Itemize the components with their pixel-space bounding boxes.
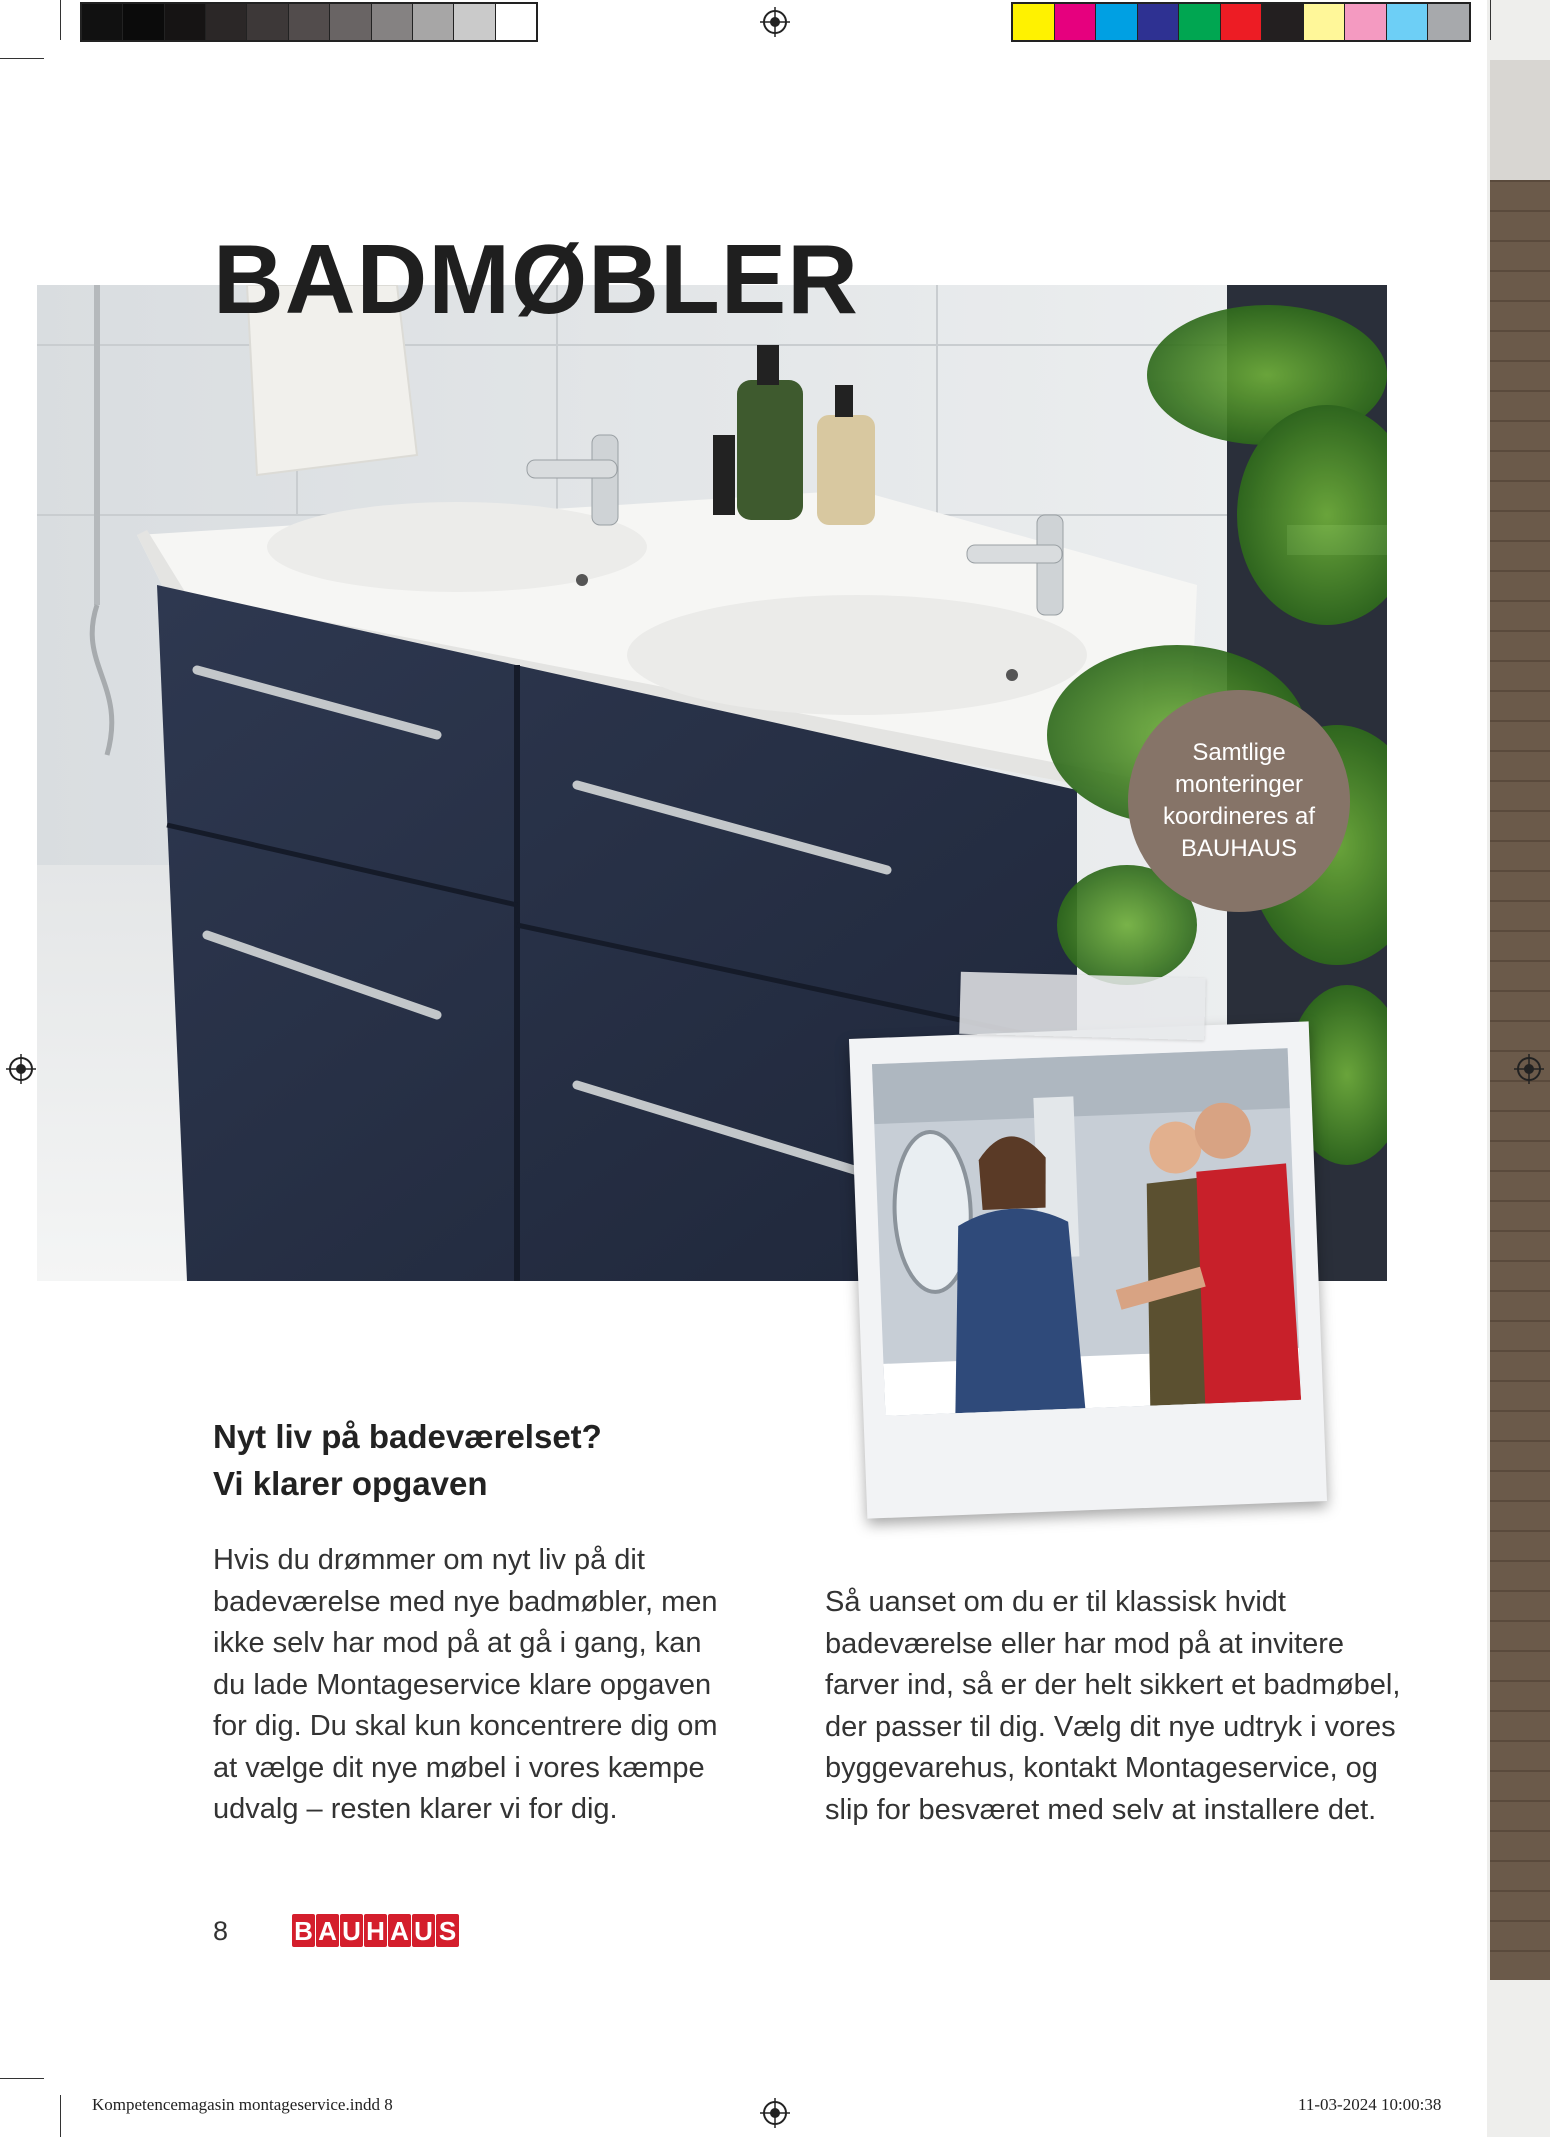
logo-letter: S <box>436 1914 459 1947</box>
process-color-bar <box>1011 2 1471 42</box>
article-subhead <box>213 1413 602 1507</box>
body-line: for dig. Du skal kun koncentrere dig om <box>213 1710 718 1742</box>
crop-mark <box>0 2078 44 2079</box>
color-swatch <box>123 4 164 40</box>
adjacent-page-photo-top <box>1490 60 1550 180</box>
body-line: farver ind, så er der helt sikkert et badmøbel, <box>825 1669 1401 1701</box>
body-line: du lade Montageservice klare opgaven <box>213 1668 712 1701</box>
gray-color-bar <box>80 2 538 42</box>
color-swatch <box>1428 4 1469 40</box>
body-column-right <box>825 1582 1425 1831</box>
subhead-line: Nyt liv på badeværelset? <box>213 1418 602 1455</box>
color-swatch <box>1096 4 1138 40</box>
logo-letter: A <box>316 1914 339 1947</box>
color-swatch <box>413 4 454 40</box>
body-line: at vælge dit nye møbel i vores kæmpe <box>213 1751 705 1784</box>
page-number: 8 <box>213 1916 229 1946</box>
registration-mark-icon <box>760 2098 790 2128</box>
body-line: slip for besværet med selv at installere det. <box>825 1793 1377 1826</box>
body-line: byggevarehus, kontakt Montageservice, og <box>825 1752 1378 1784</box>
body-line: badeværelse eller har mod på at invitere <box>825 1627 1345 1660</box>
body-line: Hvis du drømmer om nyt liv på dit <box>213 1544 645 1576</box>
body-line: ikke selv har mod på at gå i gang, kan <box>213 1627 702 1659</box>
crop-mark <box>60 0 61 40</box>
body-line: der passer til dig. Vælg dit nye udtryk i vores <box>825 1710 1396 1743</box>
page-title: BADMØBLER <box>213 224 859 334</box>
logo-letter: B <box>292 1914 315 1947</box>
color-swatch <box>1345 4 1387 40</box>
badge-line: BAUHAUS <box>1180 835 1298 862</box>
color-swatch <box>496 4 536 40</box>
crop-mark <box>0 58 44 59</box>
logo-letter: U <box>412 1914 435 1947</box>
color-swatch <box>1221 4 1263 40</box>
color-swatch <box>1055 4 1097 40</box>
info-badge <box>1128 690 1350 912</box>
slug-filename: Kompetencemagasin montageservice.indd 8 <box>92 2095 393 2114</box>
color-swatch <box>165 4 206 40</box>
registration-mark-icon <box>6 1054 36 1084</box>
body-line: udvalg – resten klarer vi for dig. <box>213 1793 618 1825</box>
color-swatch <box>1138 4 1180 40</box>
color-swatch <box>1013 4 1055 40</box>
badge-line: monteringer <box>1174 771 1304 798</box>
color-swatch <box>1262 4 1304 40</box>
logo-letter: U <box>340 1914 363 1947</box>
staff-customer-photo <box>872 1048 1301 1416</box>
color-swatch <box>1304 4 1346 40</box>
crop-mark <box>60 2095 61 2137</box>
badge-line: Samtlige <box>1192 739 1286 766</box>
badge-line: koordineres af <box>1162 803 1316 830</box>
body-line: badeværelse med nye badmøbler, men <box>213 1585 718 1618</box>
color-swatch <box>289 4 330 40</box>
body-column-left <box>213 1540 753 1831</box>
logo-letter: A <box>388 1914 411 1947</box>
color-swatch <box>82 4 123 40</box>
subhead-line: Vi klarer opgaven <box>213 1465 488 1502</box>
slug-timestamp: 11-03-2024 10:00:38 <box>1298 2095 1442 2114</box>
color-swatch <box>454 4 495 40</box>
logo-letter: H <box>364 1914 387 1947</box>
registration-mark-icon <box>1514 1054 1544 1084</box>
color-swatch <box>247 4 288 40</box>
crop-mark <box>1490 0 1491 40</box>
color-swatch <box>372 4 413 40</box>
bauhaus-logo <box>292 1914 459 1947</box>
color-swatch <box>1387 4 1429 40</box>
body-line: Så uanset om du er til klassisk hvidt <box>825 1586 1286 1618</box>
color-swatch <box>1179 4 1221 40</box>
registration-mark-icon <box>760 7 790 37</box>
color-swatch <box>206 4 247 40</box>
tape-strip <box>959 972 1206 1040</box>
polaroid-photo-frame <box>849 1021 1327 1518</box>
color-swatch <box>330 4 371 40</box>
